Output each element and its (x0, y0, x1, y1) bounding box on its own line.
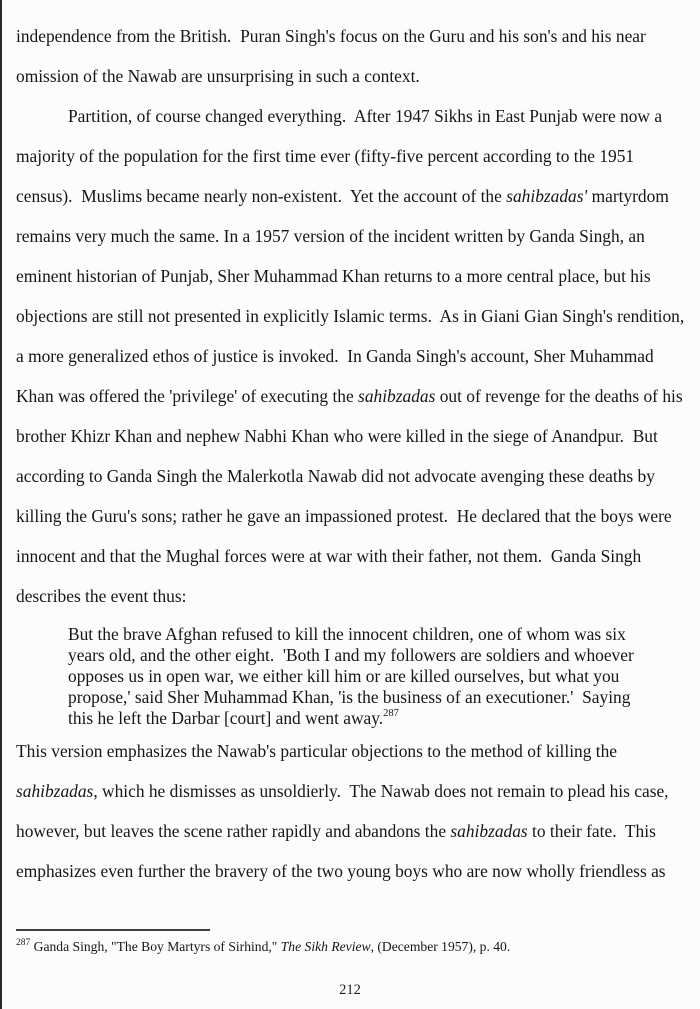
footnote-separator (16, 929, 210, 931)
footnote-marker: 287 (16, 937, 31, 948)
paragraph-closing-text-3: to their fate. This emphasizes even further the bravery of the two young boys who are now wholly friendless as (16, 821, 666, 881)
footnote-text-1: Ganda Singh, "The Boy Martyrs of Sirhind," (30, 939, 281, 954)
body-text (16, 16, 688, 891)
paragraph-closing (16, 731, 688, 891)
italic-term-sahibzadas: sahibzadas (450, 821, 528, 841)
footnote-area (16, 929, 688, 956)
footnote-reference-287: 287 (383, 708, 399, 720)
footnote-text-2: , (December 1957), p. 40. (370, 939, 511, 954)
paragraph-closing-text-1: This version emphasizes the Nawab's particular objections to the method of killing the (16, 741, 622, 761)
footnote-journal-title: The Sikh Review (280, 939, 371, 954)
scan-edge-artifact (0, 0, 2, 1009)
italic-term-sahibzadas: sahibzadas' (506, 186, 588, 206)
paragraph-partition-text-2: martyrdom remains very much the same. In a 1957 version of the incident written by Ganda Singh, an eminent historian of Punjab, Sher Muhammad Khan returns to a more central place, but his objections are still not presented in explicitly Islamic terms. As in Giani Gian Singh's rendition, a more generalized ethos of justice is invoked. In Ganda Singh's account, Sher Muhammad Khan was offered the 'privilege' of executing the (16, 186, 689, 406)
paragraph-opening (16, 16, 688, 96)
italic-term-sahibzadas: sahibzadas (16, 781, 94, 801)
italic-term-sahibzadas: sahibzadas (358, 386, 436, 406)
paragraph-opening-text: independence from the British. Puran Singh's focus on the Guru and his son's and his near omission of the Nawab are unsurprising in such a context. (16, 26, 651, 86)
page-number: 212 (339, 982, 361, 998)
footnote (16, 938, 688, 956)
paragraph-partition-text-3: out of revenge for the deaths of his brother Khizr Khan and nephew Nabhi Khan who were killed in the siege of Anandpur. But according to Ganda Singh the Malerkotla Nawab did not advocate avenging these deaths by killing the Guru's sons; rather he gave an impassioned protest. He declared that the boys were innocent and that the Mughal forces were at war with their father, not them. Ganda Singh describes the event thus: (16, 386, 687, 606)
paragraph-partition-text-1: Partition, of course changed everything. After 1947 Sikhs in East Punjab were now a majority of the population for the first time ever (fifty-five percent according to the 1951 census). Muslims became nearly non-existent. Yet the account of the (16, 106, 667, 206)
paragraph-partition (16, 96, 688, 616)
block-quote (68, 624, 640, 729)
paragraph-closing-text-2: , which he dismisses as unsoldierly. The Nawab does not remain to plead his case, however, but leaves the scene rather rapidly and abandons the (16, 781, 673, 841)
block-quote-text: But the brave Afghan refused to kill the innocent children, one of whom was six years old, and the other eight. 'Both I and my followers are soldiers and whoever opposes us in open war, we either kill him or are killed ourselves, but what you propose,' said Sher Muhammad Khan, 'is the business of an executioner.' Saying this he left the Darbar [court] and went away. (68, 624, 639, 728)
